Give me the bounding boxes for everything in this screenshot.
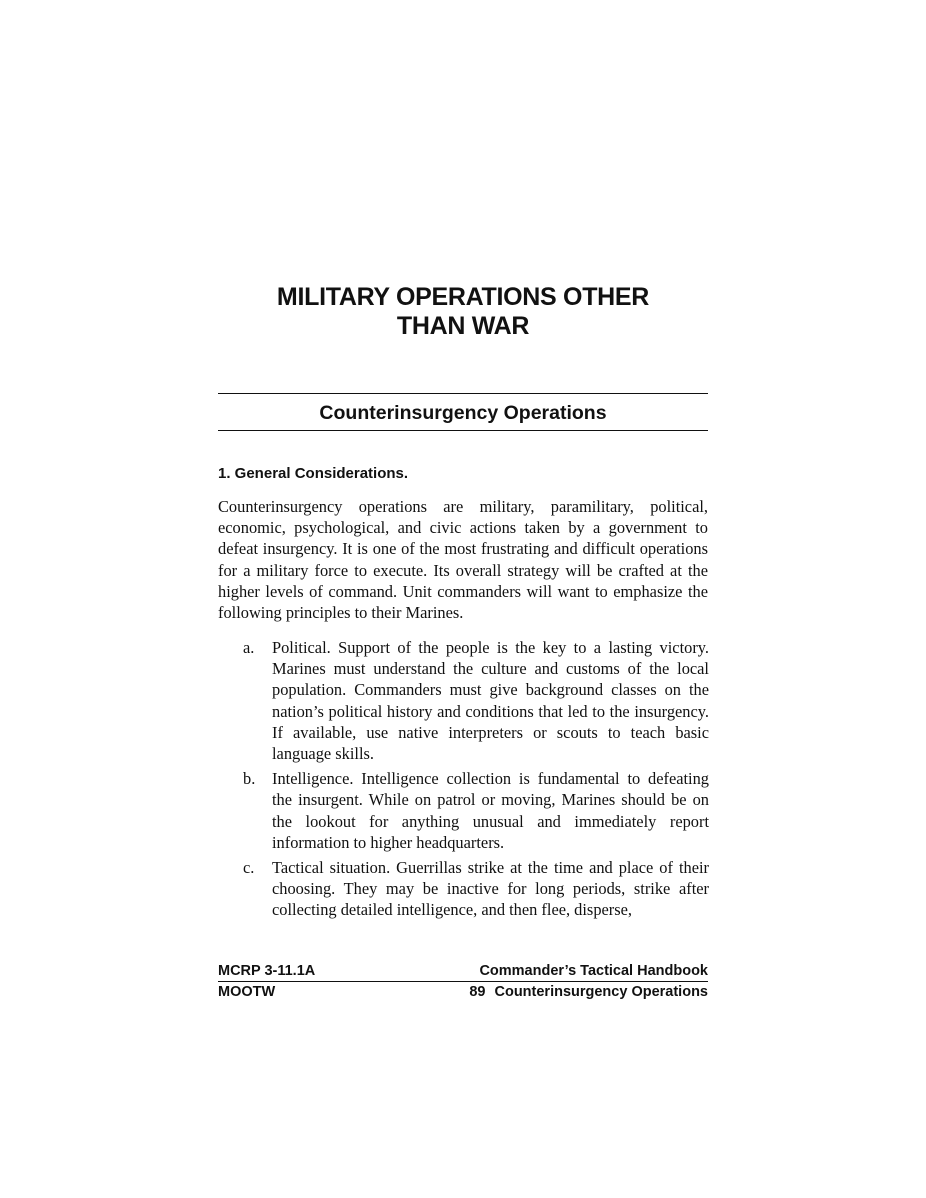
section-rule-bottom xyxy=(218,430,708,431)
subheading: 1. General Considerations. xyxy=(218,465,409,482)
footer-row-bottom xyxy=(218,982,708,1001)
list-marker: a. xyxy=(243,638,255,657)
handbook-title: Commander’s Tactical Handbook xyxy=(479,963,708,979)
list-item-a xyxy=(243,637,709,764)
footer-section-name: Counterinsurgency Operations xyxy=(494,984,708,1000)
page-number: 89 xyxy=(469,984,486,1000)
page-footer xyxy=(218,962,708,1001)
section-title: Counterinsurgency Operations xyxy=(319,402,607,424)
list-item-text: Tactical situation. Guerrillas strike at the time and place of their choosing. They may be inactive for long periods, strike after collecting detailed intelligence, and then flee, disperse, xyxy=(272,858,709,920)
section-rule-top xyxy=(218,393,708,394)
list-marker: b. xyxy=(243,769,256,789)
list-marker: c. xyxy=(243,858,255,878)
chapter-title-line-1: MILITARY OPERATIONS OTHER xyxy=(276,283,650,311)
chapter-abbreviation: MOOTW xyxy=(218,984,276,1000)
publication-number: MCRP 3-11.1A xyxy=(218,963,316,979)
chapter-title xyxy=(200,283,726,341)
intro-paragraph: Counterinsurgency operations are military, paramilitary, political, economic, psychological, and civic actions taken by a government to defeat insurgency. It is one of the most frustrating and difficult operations for a military force to execute. Its overall strategy will be crafted at the higher levels of command. Unit commanders will want to emphasize the following principles to their Marines. xyxy=(218,497,708,623)
principles-list xyxy=(243,637,709,925)
footer-row-top xyxy=(218,962,708,982)
footer-right xyxy=(469,983,708,1001)
chapter-title-line-2: THAN WAR xyxy=(396,312,530,340)
list-item-text: Intelligence. Intelligence collection is fundamental to defeating the insurgent. While on patrol or moving, Marines should be on the lookout for anything unusual and immediately report information to higher headquarters. xyxy=(272,769,709,852)
list-item-c xyxy=(243,857,709,921)
list-item-b xyxy=(243,768,709,853)
list-item-text: Political. Support of the people is the key to a lasting victory. Marines must understand the culture and customs of the local population. Commanders must give background classes on the nation’s political history and conditions that led to the insurgency. If available, use native interpreters or scouts to teach basic language skills. xyxy=(272,638,709,764)
